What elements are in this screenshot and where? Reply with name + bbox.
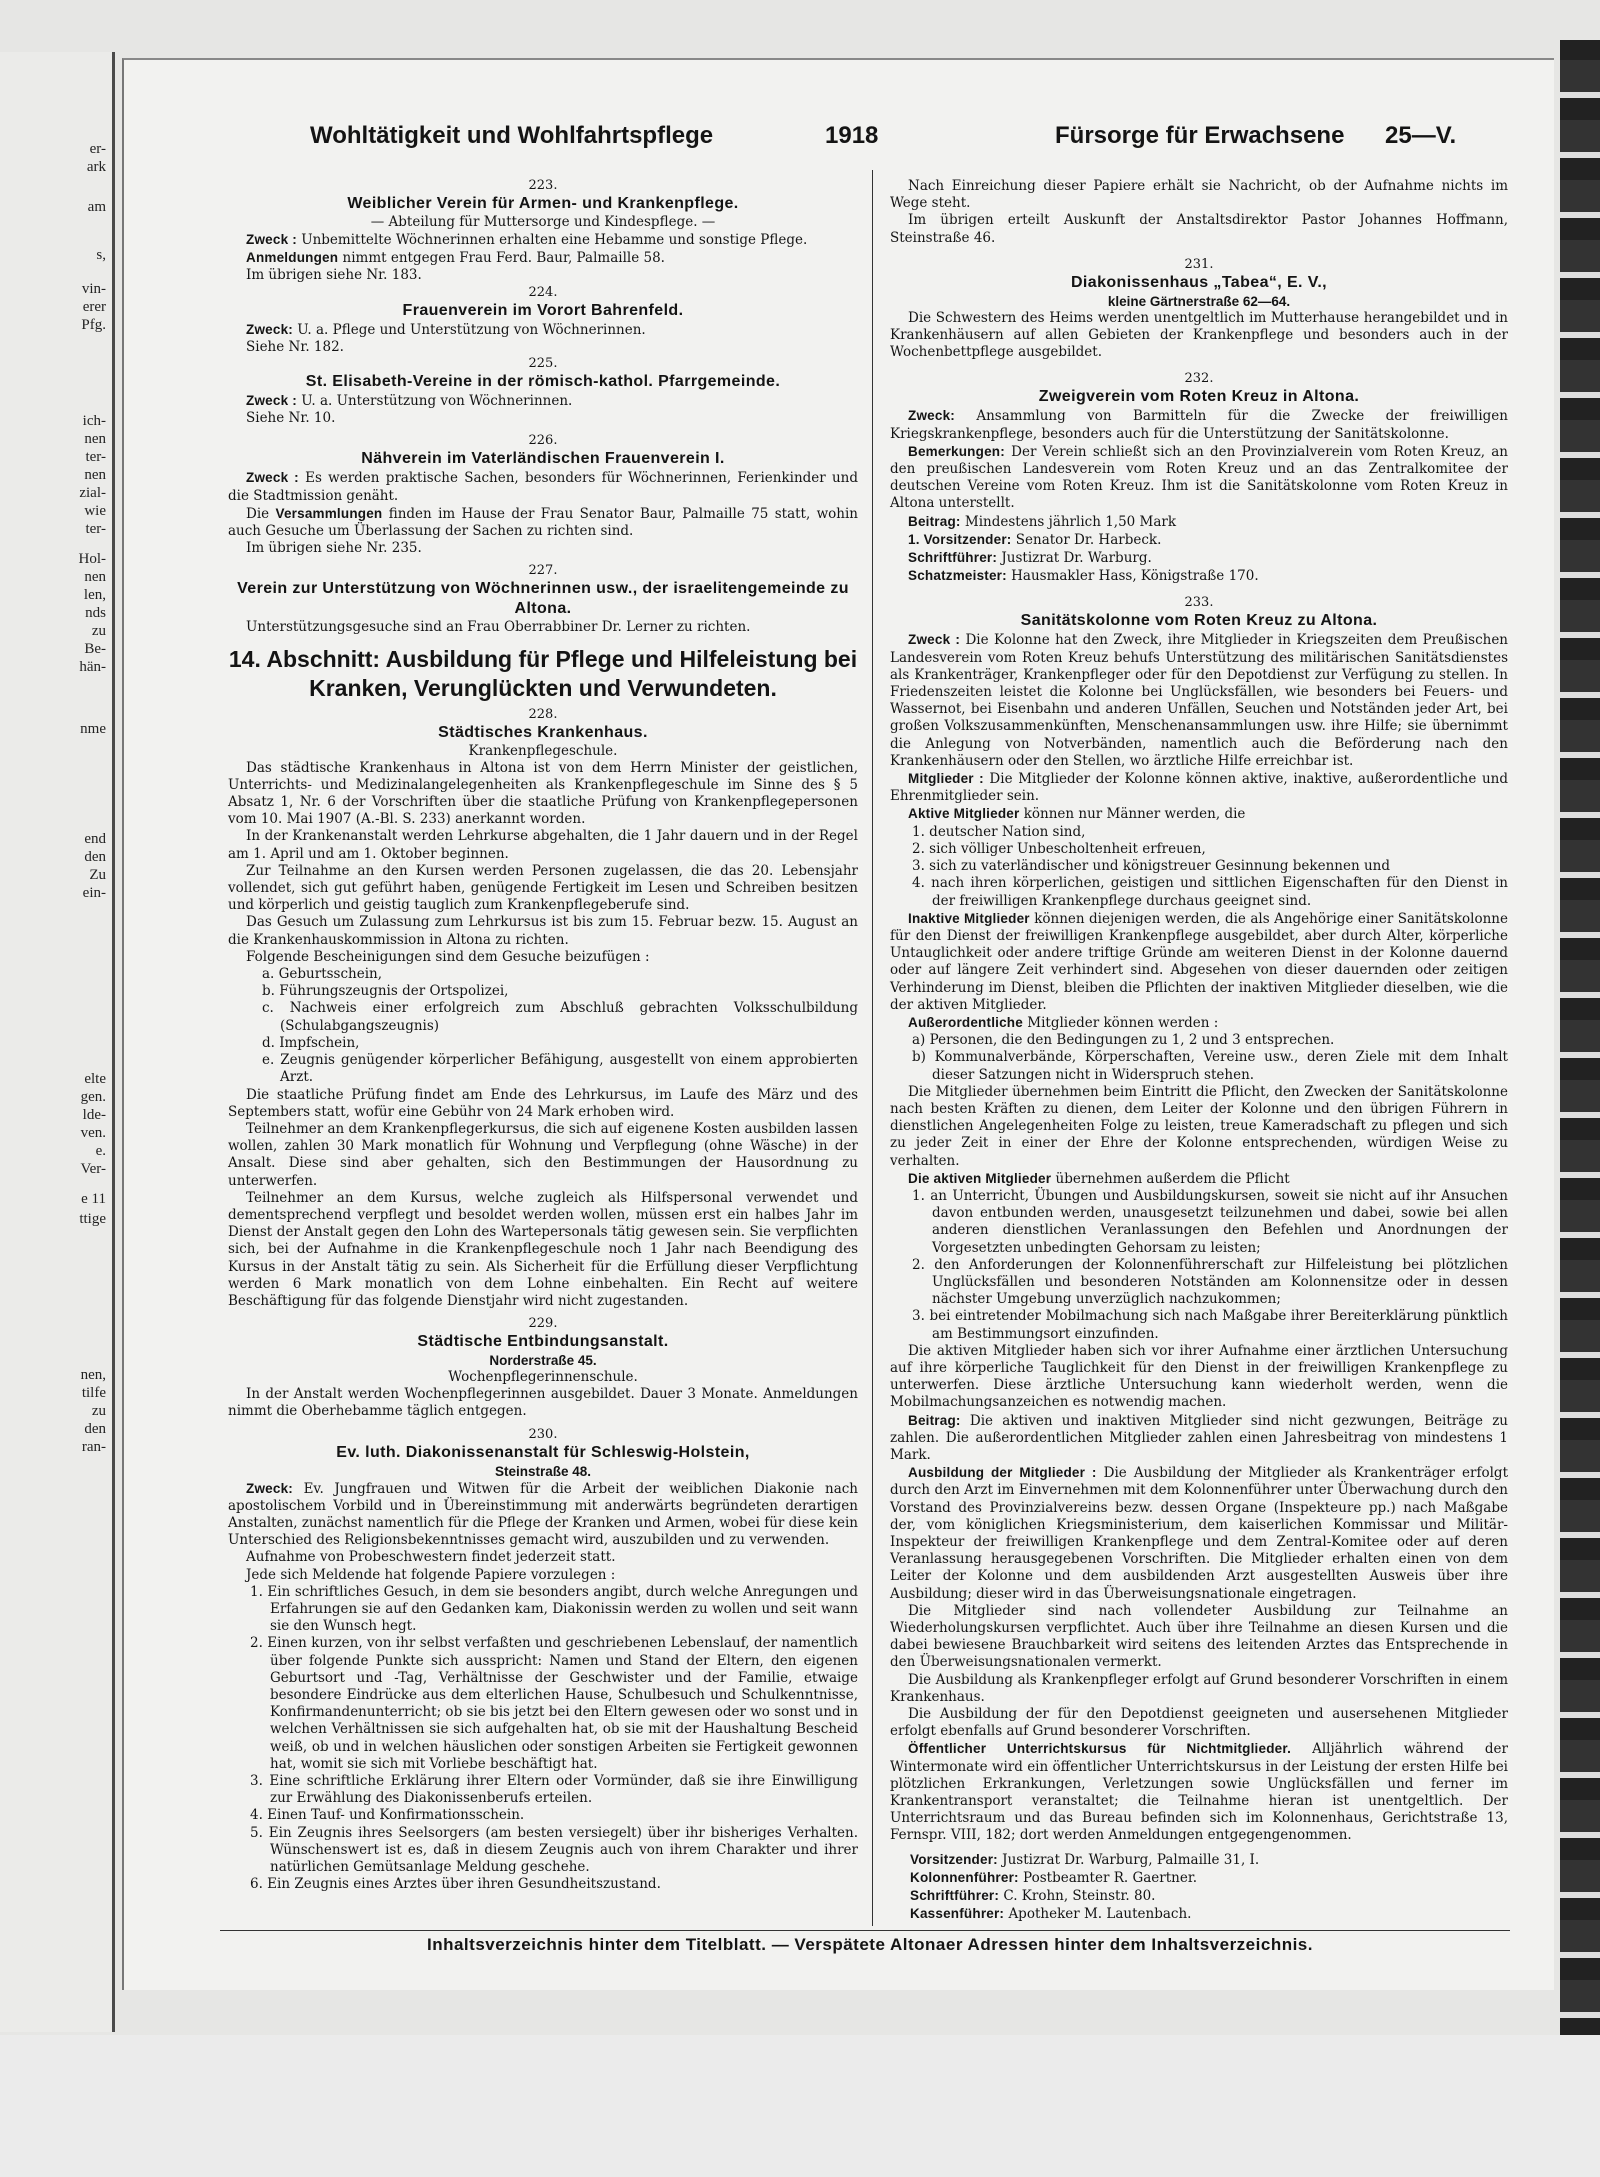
- previous-page-fragment: zu: [91, 623, 106, 639]
- previous-page-fragment: hän-: [79, 659, 106, 675]
- previous-page-fragment: vin-: [81, 281, 106, 297]
- entry-active-duties: [890, 1170, 1508, 1188]
- entry-title: Sanitätskolonne vom Roten Kreuz zu Altona.: [1020, 612, 1378, 630]
- entry-remarks: [890, 443, 1508, 513]
- entry-active-members: [890, 805, 1508, 823]
- list-item: a. Geburtsschein,: [262, 966, 383, 983]
- paragraph: Teilnehmer an dem Kursus, welche zugleich als Hilfspersonal verwendet und dementsprechend verpflegt und besoldet werden wollen, müssen erst ein halbes Jahr im Dienst der Anstalt gegen den Lohn des Wartepersonals tätig gewesen sein. Sie verpflichten sich, bei der Aufnahme in die Krankenpflegeschule noch 1 Jahr nach Beendigung des Kursus in der Anstalt tätig zu sein. Als Sicherheit für die Erfüllung dieser Verpflichtung werden 6 Mark monatlich von dem Lohne einbehalten. Ein Recht auf weitere Beschäftigung für das folgende Dienstjahr wird nicht zugestanden.: [228, 1189, 858, 1309]
- entry-231: [890, 257, 1508, 362]
- previous-page-fragment: len,: [83, 587, 106, 603]
- right-column: [890, 178, 1508, 1923]
- fee-text: Die aktiven und inaktiven Mitglieder sind nicht gezwungen, Beiträge zu zahlen. Die außerordentlichen Mitglieder zahlen einen Jahresbeitrag von mindestens 1 Mark.: [890, 1412, 1509, 1463]
- purpose-text: Ev. Jungfrauen und Witwen für die Arbeit der weiblichen Diakonie nach apostolischem Vorbild und in Übereinstimmung mit anderwärts begründeten derartigen Anstalten, zunächst namentlich für die Pflege der Kranken und Armen, wobei für diese kein Unterschied des Religionsbekenntnisses gemacht wird, auszubilden und zu verwenden.: [228, 1480, 859, 1549]
- entry-title: Weiblicher Verein für Armen- und Krankenpflege.: [347, 195, 739, 212]
- previous-page-fragment: gen.: [80, 1089, 106, 1105]
- entry-purpose: [228, 321, 858, 339]
- list-item: c. Nachweis einer erfolgreich zum Abschluß gebrachten Volksschulbildung (Schulabgangszeugnis): [262, 1000, 858, 1034]
- entry-subtitle: Krankenpflegeschule.: [468, 742, 618, 759]
- officer-name: Postbeamter R. Gaertner.: [1023, 1869, 1198, 1886]
- footer-rule: [220, 1930, 1510, 1931]
- officer-label: Schriftführer:: [910, 1888, 1000, 1904]
- purpose-text: Unbemittelte Wöchnerinnen erhalten eine Hebamme und sonstige Pflege.: [301, 232, 808, 248]
- entry-chair: [890, 531, 1508, 549]
- list-item: 2. Einen kurzen, von ihr selbst verfaßten und geschriebenen Lebenslauf, der namentlich über folgende Punkte sich ausspricht: Namen und Stand der Eltern, den eigenen Geburtsort und -Tag, Verhältnisse der Geschwister und der Familie, etwaige besondere Eindrücke aus dem elterlichen Hause, Schulbesuch und Schulkenntnisse, Konfirmandenunterricht; ob sie bis jetzt bei den Eltern gewesen oder wo sonst und in welchen Verhältnissen sie sich aufgehalten hat, ob sie mit der Haushaltung Bescheid weiß, ob und in welchen häuslichen oder sonstigen Arbeiten sie Fertigkeit gewonnen hat, womit sie sich mit Vorliebe beschäftigt hat.: [250, 1635, 858, 1772]
- entry-extra-members: [890, 1014, 1508, 1032]
- entry-address: kleine Gärtnerstraße 62—64.: [1107, 293, 1291, 309]
- paragraph: Die Ausbildung als Krankenpfleger erfolgt auf Grund besonderer Vorschriften in einem Krankenhaus.: [890, 1671, 1508, 1705]
- remarks-label: Bemerkungen:: [908, 443, 1005, 459]
- paragraph: Die aktiven Mitglieder haben sich vor ihrer Aufnahme einer ärztlichen Untersuchung auf ihre körperliche Tauglichkeit für den Dienst in der freiwilligen Krankenpflege zu unterwerfen. Diese ärztliche Untersuchung kann wiederholt werden, wenn die Mobilmachungsanzeichen es notwendig machen.: [890, 1342, 1508, 1411]
- inactive-text: können diejenigen werden, die als Angehörige einer Sanitätskolonne für den Dienst der freiwilligen Krankenpflege ausgebildet, aber durch Alter, körperliche Untauglichkeit oder andere triftige Gründe am weiteren Dienst in der Kolonne dauernd oder auf längere Zeit verhindert sind. Abgesehen von dieser dauernden oder zeitigen Verhinderung im Dienst, bleiben die Pflichten der inaktiven Mitglieder dieselben, wie die der aktiven Mitglieder.: [890, 910, 1508, 1013]
- entry-reference: Siehe Nr. 10.: [246, 410, 336, 427]
- entry-text: Unterstützungsgesuche sind an Frau Oberrabbiner Dr. Lerner zu richten.: [246, 619, 751, 636]
- entry-number: 230.: [528, 1426, 558, 1442]
- previous-page-fragment: den: [84, 849, 106, 865]
- document-list: [228, 1584, 858, 1894]
- previous-page-fragment: er-: [89, 141, 106, 157]
- paragraph: Jede sich Meldende hat folgende Papiere vorzulegen :: [246, 1566, 616, 1583]
- previous-page-fragment: Hol-: [78, 551, 106, 567]
- remarks-text: Der Verein schließt sich an den Provinzialverein vom Roten Kreuz, an den preußischen Landesverein vom Roten Kreuz und an das Zentralkomitee der deutschen Vereine vom Roten Kreuz. Ihm ist die Sanitätskolonne vom Roten Kreuz in Altona unterstellt.: [890, 443, 1508, 512]
- officer-name: Justizrat Dr. Warburg, Palmaille 31, I.: [1002, 1851, 1260, 1868]
- entry-223: [228, 178, 858, 285]
- entry-inactive-members: [890, 910, 1508, 1014]
- officer-row: [910, 1887, 1508, 1905]
- purpose-label: Zweck :: [246, 232, 297, 247]
- entry-secretary: [890, 549, 1508, 567]
- entry-228: [228, 707, 858, 1311]
- entry-number: 231.: [1184, 256, 1214, 272]
- entry-224: [228, 285, 858, 356]
- entry-training: [890, 1464, 1508, 1603]
- list-item: 5. Ein Zeugnis ihres Seelsorgers (am besten versiegelt) über ihr bisheriges Verhalten. Wünschenswert ist es, daß in diesem Zeugnis auch von ihrem Charakter und ihrer natürlichen Gemütsanlage Meldung geschehe.: [250, 1824, 858, 1876]
- entry-meetings: [228, 505, 858, 540]
- paragraph: Die Mitglieder sind nach vollendeter Ausbildung zur Teilnahme an Wiederholungskursen verpflichtet. Auch über ihre Teilnahme an diesen Kursen und die dabei bewiesene Brauchbarkeit wird seitens des leitenden Arztes das Entsprechende in den Überweisungsnationalen vermerkt.: [890, 1602, 1508, 1671]
- paragraph: In der Krankenanstalt werden Lehrkurse abgehalten, die 1 Jahr dauern und in der Regel am 1. April und am 1. Oktober beginnen.: [228, 828, 858, 862]
- members-label: Mitglieder :: [908, 771, 984, 787]
- entry-reference: Im übrigen siehe Nr. 235.: [246, 540, 422, 557]
- paragraph: Nach Einreichung dieser Papiere erhält sie Nachricht, ob der Aufnahme nichts im Wege steht.: [890, 178, 1508, 212]
- purpose-label: Zweck:: [908, 408, 955, 424]
- list-item: 2. sich völliger Unbescholtenheit erfreuen,: [912, 840, 1206, 857]
- previous-page-fragment: e 11: [81, 1191, 106, 1207]
- secretary-label: Schriftführer:: [908, 550, 998, 566]
- chair-label: 1. Vorsitzender:: [908, 531, 1012, 547]
- purpose-label: Zweck:: [246, 1480, 293, 1496]
- list-item: 6. Ein Zeugnis eines Arztes über ihren Gesundheitszustand.: [250, 1876, 661, 1893]
- entry-number: 232.: [1184, 371, 1214, 387]
- previous-page-fragment: Zu: [89, 867, 106, 883]
- entry-reference: Im übrigen siehe Nr. 183.: [246, 267, 422, 284]
- previous-page-edge: [0, 52, 115, 2032]
- entry-230: [228, 1427, 858, 1894]
- previous-page-fragment: wie: [84, 503, 106, 519]
- officer-row: [910, 1851, 1508, 1869]
- list-item: b. Führungszeugnis der Ortspolizei,: [262, 983, 509, 1000]
- previous-page-fragment: ich-: [82, 413, 106, 429]
- entry-title: Frauenverein im Vorort Bahrenfeld.: [402, 301, 684, 319]
- scan-edge: [1560, 40, 1600, 2040]
- purpose-text: Die Kolonne hat den Zweck, ihre Mitglieder in Kriegszeiten dem Preußischen Landesverein vom Roten Kreuz behufs Unterstützung des militärischen Sanitätsdienstes als Krankenträger, Krankenpfleger oder für den Depotdienst zur Verfügung zu stellen. In Friedenszeiten leistet die Kolonne bei Unglücksfällen, wie besonders bei Feuers- und Wassernot, bei Eisenbahn und anderen Unfällen, Seuchen und Notständen jeder Art, bei großen Volkszusammenkünften, Menschenansammlungen usw. ihre Hilfe; sie übernimmt die Anlegung von Notverbänden, namentlich auch die Beförderung nach den Krankenhäusern oder den Stellen, wo ärztliche Hilfe erreichbar ist.: [890, 632, 1509, 769]
- list-item: d. Impfschein,: [262, 1034, 360, 1051]
- purpose-label: Zweck :: [908, 632, 961, 648]
- paragraph: Das städtische Krankenhaus in Altona ist von dem Herrn Minister der geistlichen, Unterrichts- und Medizinalangelegenheiten als Krankenpflegeschule im Sinne des § 5 Absatz 1, Nr. 6 der Vorschriften über die staatliche Prüfung von Krankenpflegepersonen vom 10. Mai 1907 (A.-Bl. S. 233) anerkannt worden.: [228, 759, 858, 828]
- entry-number: 225.: [528, 356, 558, 372]
- treasurer-name: Hausmakler Hass, Königstraße 170.: [1011, 568, 1259, 585]
- officer-label: Vorsitzender:: [910, 1851, 998, 1867]
- list-item: 1. an Unterricht, Übungen und Ausbildungskursen, soweit sie nicht auf ihr Ansuchen davon entbunden werden, unausgesetzt teilzunehmen und dabei, sowie bei allen anderen dienstlichen Veranlassungen den Befehlen und Anordnungen der Vorgesetzten unbedingten Gehorsam zu leisten;: [912, 1187, 1508, 1256]
- entry-purpose: [228, 231, 858, 249]
- entry-purpose: [890, 407, 1508, 442]
- entry-227: [228, 563, 858, 636]
- entry-229: [228, 1316, 858, 1420]
- previous-page-fragment: s,: [96, 247, 106, 263]
- purpose-text: U. a. Unterstützung von Wöchnerinnen.: [301, 393, 573, 410]
- active-duties-label: Die aktiven Mitglieder: [908, 1170, 1052, 1186]
- previous-page-fragment: ein-: [82, 885, 106, 901]
- scan-bottom-margin: [0, 2035, 1600, 2177]
- header-right: Fürsorge für Erwachsene: [1055, 122, 1345, 149]
- paragraph: Im übrigen erteilt Auskunft der Anstaltsdirektor Pastor Johannes Hoffmann, Steinstraße 46.: [890, 212, 1508, 246]
- left-column: [228, 178, 858, 1893]
- previous-page-fragment: lde-: [82, 1107, 106, 1123]
- entry-purpose: [228, 1480, 858, 1550]
- list-item: b) Kommunalverbände, Körperschaften, Vereine usw., deren Ziele mit dem Inhalt dieser Satzungen nicht in Widerspruch stehen.: [912, 1049, 1508, 1083]
- officer-row: [910, 1869, 1508, 1887]
- previous-page-fragment: am: [87, 199, 106, 215]
- entry-number: 226.: [528, 433, 558, 449]
- entry-title: Ev. luth. Diakonissenanstalt für Schleswig-Holstein,: [336, 1443, 750, 1461]
- previous-page-fragment: zu: [91, 1403, 106, 1419]
- paragraph: Die Ausbildung der für den Depotdienst geeigneten und ausersehenen Mitglieder erfolgt ebenfalls auf Grund besonderer Vorschriften.: [890, 1706, 1508, 1740]
- fee-label: Beitrag:: [908, 1412, 961, 1428]
- entry-number: 229.: [528, 1316, 558, 1332]
- list-item: 3. Eine schriftliche Erklärung ihrer Eltern oder Vormünder, daß sie ihre Einwilligung zur Erwählung des Diakonissenberufs erteilen.: [250, 1773, 858, 1807]
- running-header: [310, 122, 1500, 156]
- previous-page-fragment: nen: [84, 569, 106, 585]
- officer-row: [910, 1905, 1508, 1923]
- entry-subtitle: Wochenpflegerinnenschule.: [448, 1369, 638, 1386]
- fee-label: Beitrag:: [908, 513, 961, 529]
- list-item: 4. Einen Tauf- und Konfirmationsschein.: [250, 1807, 525, 1824]
- registration-text: nimmt entgegen Frau Ferd. Baur, Palmaille 58.: [342, 250, 665, 267]
- entry-number: 224.: [528, 284, 558, 300]
- certificate-list: [228, 966, 858, 1086]
- list-item: 3. sich zu vaterländischer und königstreuer Gesinnung bekennen und: [912, 858, 1390, 875]
- members-text: Die Mitglieder der Kolonne können aktive, inaktive, außerordentliche und Ehrenmitglieder sein.: [890, 771, 1509, 805]
- training-text: Die Ausbildung der Mitglieder als Krankenträger erfolgt durch den Arzt im Einvernehmen mit dem Kolonnenführer unter Überwachung durch den Vorstand des Provinzialvereins bezw. dessen Organe (Inspekteure pp.) nach Maßgabe der, vom königlichen Kriegsministerium, dem kaiserlichen Kommissar und Militär-Inspekteur der freiwilligen Krankenpflege und dem Zentral-Komitee oder auf deren Veranlassung herausgegebenen Vorschriften. Die Mitglieder erhalten einen von dem Leiter der Kolonne und dem ausbildenden Arzt ausgestellten Ausweis über ihre Ausbildung; dieser wird in das Überweisungsnationale eingetragen.: [890, 1465, 1508, 1602]
- entry-public-course: [890, 1740, 1508, 1844]
- previous-page-fragment: ark: [86, 159, 106, 175]
- entry-text: In der Anstalt werden Wochenpflegerinnen ausgebildet. Dauer 3 Monate. Anmeldungen nimmt die Oberhebamme täglich entgegen.: [228, 1386, 858, 1420]
- extra-text: Mitglieder können werden :: [1027, 1014, 1219, 1031]
- paragraph: Folgende Bescheinigungen sind dem Gesuche beizufügen :: [246, 948, 650, 965]
- fee-text: Mindestens jährlich 1,50 Mark: [964, 513, 1177, 530]
- active-text: können nur Männer werden, die: [1023, 806, 1246, 823]
- previous-page-fragment: nen: [84, 467, 106, 483]
- previous-page-fragment: zial-: [79, 485, 106, 501]
- entry-title: Diakonissenhaus „Tabea“, E. V.,: [1070, 273, 1328, 291]
- extra-label: Außerordentliche: [908, 1014, 1023, 1030]
- entry-treasurer: [890, 567, 1508, 585]
- meetings-prefix: Die: [246, 505, 270, 522]
- entry-title: Zweigverein vom Roten Kreuz in Altona.: [1038, 388, 1360, 406]
- previous-page-fragment: nen: [84, 431, 106, 447]
- entry-address: Steinstraße 48.: [494, 1463, 592, 1479]
- previous-page-fragment: Ver-: [80, 1161, 106, 1177]
- officers-list: [890, 1851, 1508, 1924]
- paragraph: Die Mitglieder übernehmen beim Eintritt die Pflicht, den Zwecken der Sanitätskolonne nach besten Kräften zu dienen, dem Leiter der Kolonne und den übrigen Führern in dienstlichen Angelegenheiten Folge zu leisten, treue Kameradschaft zu pflegen und sich zu jeder Zeit in einer der Ehre der Kolonne entsprechenden, würdigen Weise zu verhalten.: [890, 1083, 1508, 1169]
- active-duties-text: übernehmen außerdem die Pflicht: [1055, 1170, 1290, 1187]
- header-year: 1918: [825, 122, 879, 149]
- previous-page-fragment: tilfe: [81, 1385, 106, 1401]
- previous-page-fragment: erer: [82, 299, 106, 315]
- previous-page-fragment: elte: [84, 1071, 106, 1087]
- purpose-text: Ansammlung von Barmitteln für die Zwecke der freiwilligen Kriegskrankenpflege, besonders auch für die Unterstützung der Sanitätskolonne.: [890, 408, 1508, 442]
- entry-233: [890, 595, 1508, 1923]
- previous-page-fragment: ter-: [85, 521, 106, 537]
- secretary-name: Justizrat Dr. Warburg.: [1001, 550, 1152, 567]
- entry-title: Verein zur Unterstützung von Wöchnerinnen usw., der israelitengemeinde zu Altona.: [237, 580, 849, 618]
- entry-number: 227.: [528, 563, 558, 579]
- entry-225: [228, 356, 858, 427]
- entry-members: [890, 770, 1508, 805]
- entry-text: Die Schwestern des Heims werden unentgeltlich im Mutterhause herangebildet und in Krankenhäusern auf allen Gebieten der Krankenpflege und besonders auch in der Wochenbettpflege ausgebildet.: [890, 309, 1508, 361]
- list-item: e. Zeugnis genügender körperlicher Befähigung, ausgestellt von einem approbierten Arzt.: [262, 1052, 858, 1086]
- entry-title: St. Elisabeth-Vereine in der römisch-kathol. Pfarrgemeinde.: [305, 373, 781, 391]
- entry-reference: Siehe Nr. 182.: [246, 338, 344, 355]
- meetings-label: Versammlungen: [275, 505, 383, 521]
- previous-page-fragment: ven.: [80, 1125, 106, 1141]
- purpose-label: Zweck :: [246, 470, 299, 486]
- entry-purpose: [890, 631, 1508, 770]
- column-divider: [872, 170, 873, 1926]
- entry-232: [890, 371, 1508, 585]
- list-item: a) Personen, die den Bedingungen zu 1, 2 und 3 entsprechen.: [912, 1032, 1335, 1049]
- entry-title: Nähverein im Vaterländischen Frauenverein I.: [361, 450, 725, 468]
- list-item: 2. den Anforderungen der Kolonnenführerschaft zur Hilfeleistung bei plötzlichen Unglücksfällen und besonderen Notständen am Kolonnensitze oder in dessen nächster Umgebung unverzüglich nachzukommen;: [912, 1256, 1508, 1308]
- previous-page-fragment: end: [84, 831, 106, 847]
- previous-page-fragment: Be-: [84, 641, 106, 657]
- registration-label: Anmeldungen: [246, 250, 339, 266]
- previous-page-fragment: Pfg.: [81, 317, 106, 333]
- previous-page-fragment: nen,: [80, 1367, 106, 1383]
- officer-name: C. Krohn, Steinstr. 80.: [1003, 1888, 1156, 1905]
- active-label: Aktive Mitglieder: [908, 806, 1020, 822]
- meetings-text: finden im Hause der Frau Senator Baur, Palmaille 75 statt, wohin auch Gesuche um Überlassung der Sachen zu richten sind.: [228, 505, 858, 540]
- officer-label: Kassenführer:: [910, 1906, 1005, 1922]
- officer-name: Apotheker M. Lautenbach.: [1008, 1906, 1192, 1923]
- entry-title: Städtisches Krankenhaus.: [438, 723, 648, 741]
- inactive-label: Inaktive Mitglieder: [908, 910, 1030, 926]
- paragraph: Zur Teilnahme an den Kursen werden Personen zugelassen, die das 20. Lebensjahr vollendet, sich gut geführt haben, genügende Fertigkeit im Lesen und Schreiben besitzen und körperlich und geistig tauglich zum Krankenpflegeberufe sind.: [228, 862, 858, 914]
- paragraph: Teilnehmer an dem Krankenpflegerkursus, die sich auf eigenene Kosten ausbilden lassen wollen, zahlen 30 Mark monatlich für Wohnung und Verpflegung (ohne Wäsche) in der Ansalt. Diese sind aber gehalten, sich den Bestimmungen der Hausordnung zu unterwerfen.: [228, 1120, 858, 1189]
- list-item: 3. bei eintretender Mobilmachung sich nach Maßgabe ihrer Bereiterklärung pünktlich am Bestimmungsort einzufinden.: [912, 1308, 1508, 1342]
- chair-name: Senator Dr. Harbeck.: [1015, 531, 1162, 548]
- footer-notice: Inhaltsverzeichnis hinter dem Titelblatt. — Verspätete Altonaer Adressen hinter dem Inhaltsverzeichnis.: [426, 1935, 1313, 1954]
- treasurer-label: Schatzmeister:: [908, 568, 1007, 584]
- page-number: 25—V.: [1385, 122, 1457, 149]
- paragraph: Die staatliche Prüfung findet am Ende des Lehrkursus, im Laufe des März und des Septembers statt, wofür eine Gebühr von 24 Mark erhoben wird.: [228, 1086, 858, 1120]
- entry-number: 233.: [1184, 595, 1214, 611]
- previous-page-fragment: den: [84, 1421, 106, 1437]
- previous-page-fragment: ter-: [85, 449, 106, 465]
- entry-purpose: [228, 392, 858, 410]
- previous-page-fragment: nds: [85, 605, 106, 621]
- purpose-label: Zweck:: [246, 321, 293, 337]
- paragraph: Das Gesuch um Zulassung zum Lehrkursus ist bis zum 15. Februar bezw. 15. August an die Krankenhauskommission in Altona zu richten.: [228, 914, 858, 948]
- purpose-label: Zweck :: [246, 393, 297, 409]
- public-course-label: Öffentlicher Unterrichtskursus für Nichtmitglieder.: [908, 1741, 1292, 1757]
- list-item: 1. deutscher Nation sind,: [912, 823, 1086, 840]
- list-item: 4. nach ihren körperlichen, geistigen und sittlichen Eigenschaften für den Dienst in der freiwilligen Krankenpflege durchaus geeignet sind.: [912, 875, 1508, 909]
- previous-page-fragment: ran-: [81, 1439, 106, 1455]
- entry-title: Städtische Entbindungsanstalt.: [417, 1333, 669, 1351]
- entry-registration: [228, 249, 858, 267]
- training-label: Ausbildung der Mitglieder :: [908, 1465, 1097, 1481]
- entry-226: [228, 433, 858, 557]
- purpose-text: Es werden praktische Sachen, besonders für Wöchnerinnen, Ferienkinder und die Stadtmission genäht.: [228, 470, 858, 504]
- entry-number: 223.: [528, 178, 558, 193]
- entry-fee: [890, 513, 1508, 531]
- entry-address: Norderstraße 45.: [489, 1353, 597, 1369]
- public-course-text: Alljährlich während der Wintermonate wird ein öffentlicher Unterrichtskursus in der Leistung der ersten Hilfe bei plötzlichen Erkrankungen, Verletzungen sowie Unglücksfällen und ferner im Krankentransport veranstaltet; die Teilnahme hieran ist unentgeltlich. Der Unterrichtsraum und das Bureau befinden sich im Kolonnenhaus, Gerichtstraße 13, Fernspr. VIII, 182; dort werden Anmeldungen entgegengenommen.: [890, 1741, 1508, 1844]
- previous-page-fragment: nme: [80, 721, 106, 737]
- entry-subtitle: — Abteilung für Muttersorge und Kindespflege. —: [370, 214, 716, 230]
- entry-number: 228.: [528, 706, 558, 722]
- entry-230-continued: [890, 178, 1508, 247]
- entry-fee: [890, 1412, 1508, 1465]
- previous-page-fragment: ttige: [79, 1211, 106, 1227]
- entry-purpose: [228, 469, 858, 504]
- list-item: 1. Ein schriftliches Gesuch, in dem sie besonders angibt, durch welche Anregungen und Erfahrungen sie auf den Gedanken kam, Diakonissin werden zu wollen und seit wann sie den Wunsch hegt.: [250, 1583, 858, 1635]
- paragraph: Aufnahme von Probeschwestern findet jederzeit statt.: [246, 1549, 616, 1566]
- previous-page-fragment: e.: [95, 1143, 106, 1159]
- section-heading: 14. Abschnitt: Ausbildung für Pflege und Hilfeleistung bei Kranken, Verunglückten und Verwundeten.: [228, 645, 858, 701]
- officer-label: Kolonnenführer:: [910, 1869, 1019, 1885]
- header-left: Wohltätigkeit und Wohlfahrtspflege: [310, 122, 714, 149]
- purpose-text: U. a. Pflege und Unterstützung von Wöchnerinnen.: [297, 321, 646, 338]
